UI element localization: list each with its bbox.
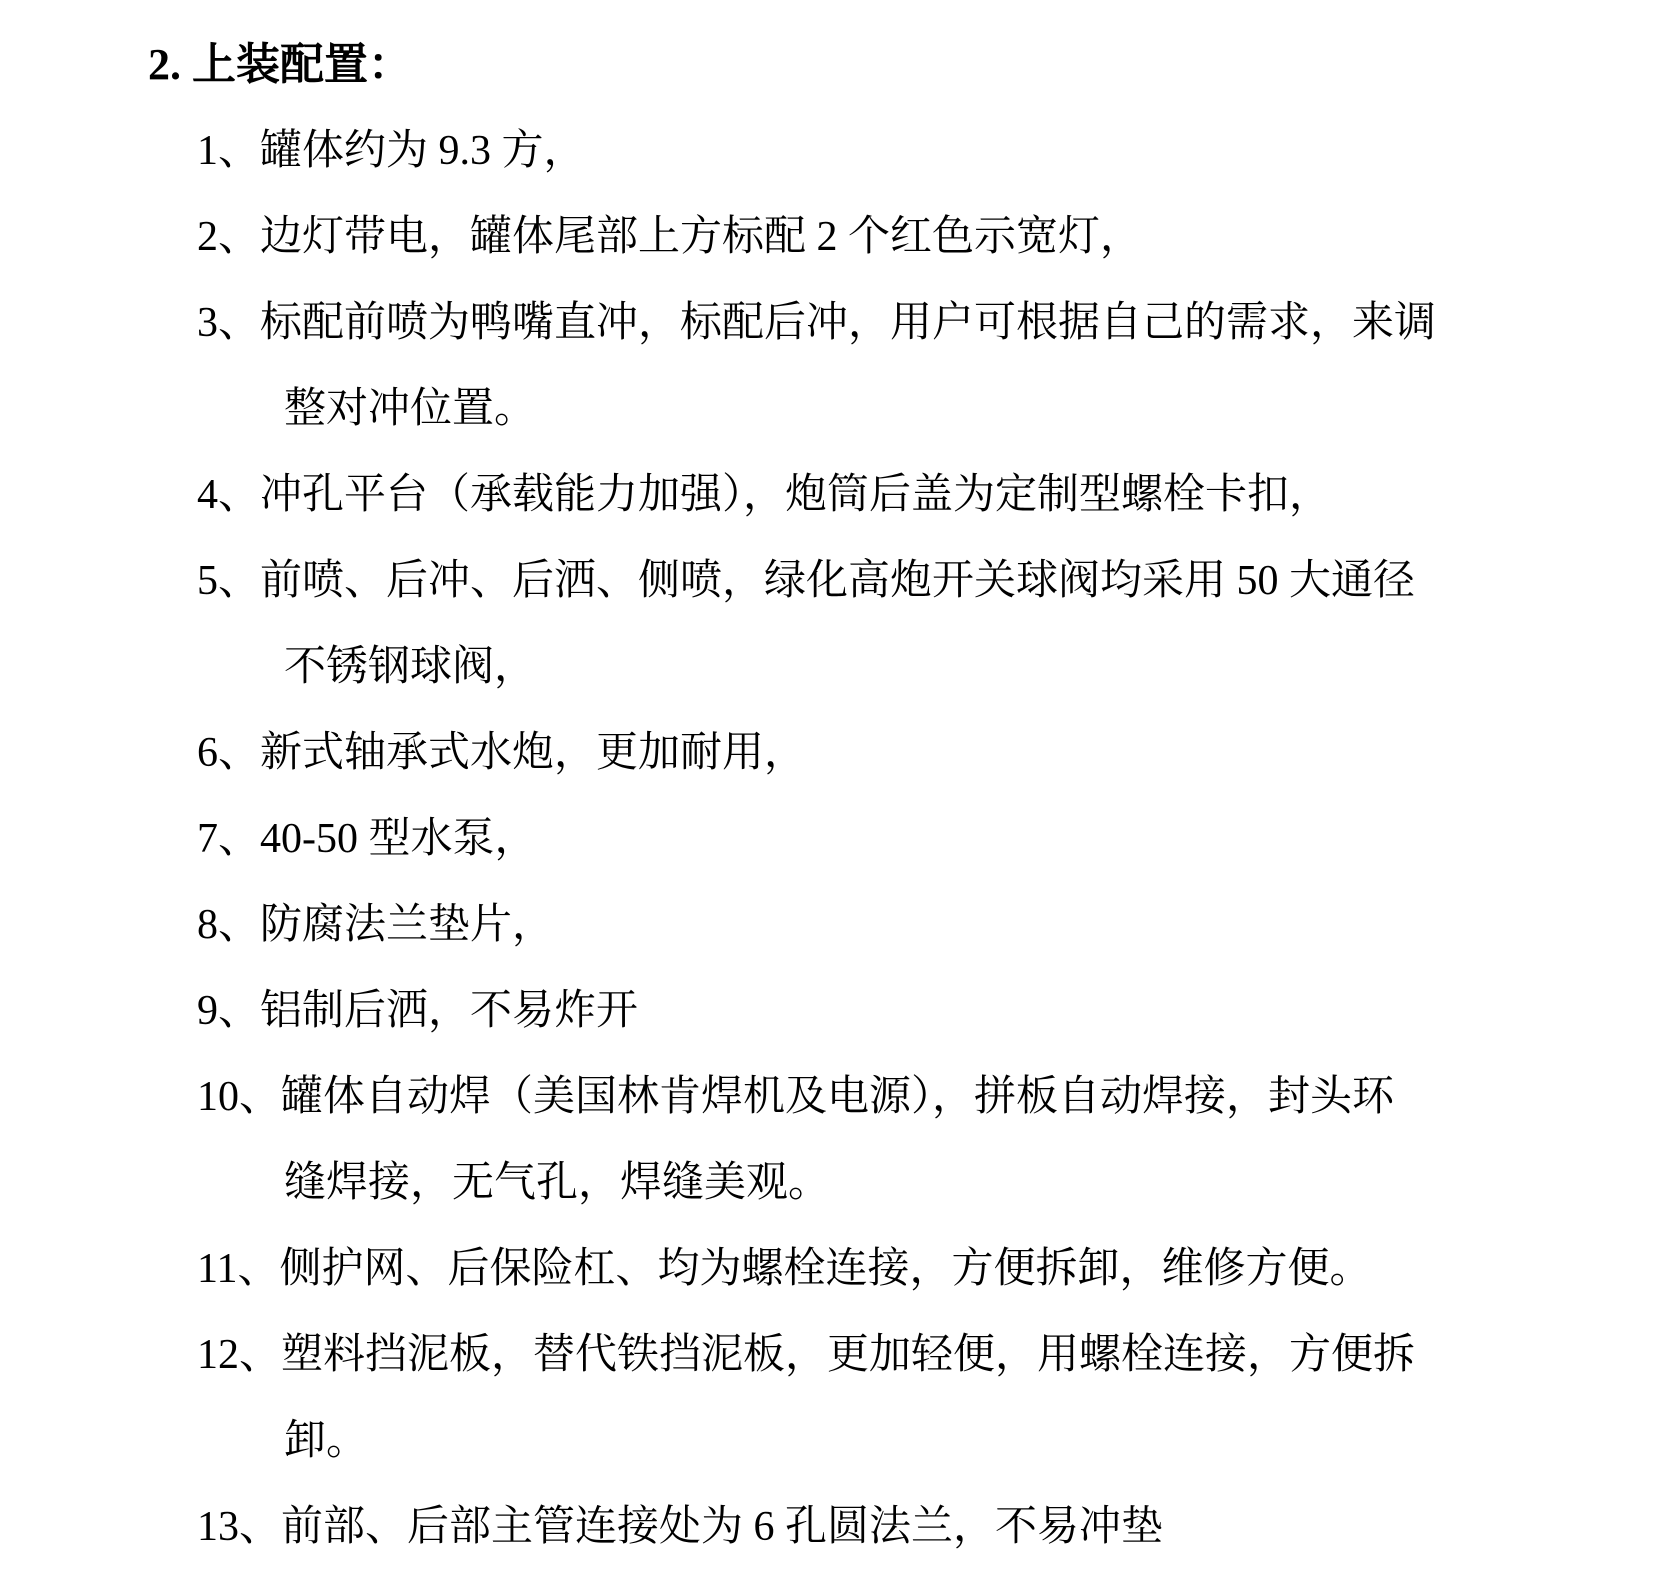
list-item-5-number: 5、 <box>197 558 261 604</box>
list-item-7 <box>0 796 1654 882</box>
list-item-2-text: 边灯带电，罐体尾部上方标配 2 个红色示宽灯， <box>260 214 1143 260</box>
list-item-3 <box>0 280 1654 366</box>
list-item-6 <box>0 710 1654 796</box>
list-item-6-text: 新式轴承式水炮，更加耐用， <box>260 730 807 776</box>
section-title: 2. 上装配置： <box>148 40 412 89</box>
list-item-11-number: 11、 <box>197 1246 280 1292</box>
list-item-12-text: 塑料挡泥板，替代铁挡泥板，更加轻便，用螺栓连接，方便拆 <box>281 1332 1416 1378</box>
list-item-7-text: 40-50 型水泵， <box>260 816 537 862</box>
list-item-5-text: 前喷、后冲、后洒、侧喷，绿化高炮开关球阀均采用 50 大通径 <box>260 558 1416 604</box>
list-item-8-text: 防腐法兰垫片， <box>260 902 555 948</box>
list-item-12-continuation: 卸。 <box>284 1418 369 1464</box>
list-item-4 <box>0 452 1654 538</box>
list-item-7-number: 7、 <box>197 816 261 862</box>
list-item-10-text: 罐体自动焊（美国林肯焊机及电源），拼板自动焊接，封头环 <box>281 1074 1395 1120</box>
list-item-3-text: 标配前喷为鸭嘴直冲，标配后冲，用户可根据自己的需求，来调 <box>260 300 1437 346</box>
list-item-11-text: 侧护网、后保险杠、均为螺栓连接，方便拆卸，维修方便。 <box>279 1246 1372 1292</box>
list-item-11 <box>0 1226 1654 1312</box>
list-item-2-number: 2、 <box>197 214 261 260</box>
list-item-13-text: 前部、后部主管连接处为 6 孔圆法兰，不易冲垫 <box>281 1504 1164 1550</box>
list-item-10-continuation: 缝焊接，无气孔，焊缝美观。 <box>284 1160 831 1206</box>
list-item-1-text: 罐体约为 9.3 方， <box>260 128 586 174</box>
list-item-4-number: 4、 <box>197 472 261 518</box>
list-item-12-number: 12、 <box>197 1332 282 1378</box>
list-item-6-number: 6、 <box>197 730 261 776</box>
list-item-1 <box>0 108 1654 194</box>
list-item-13 <box>0 1484 1654 1570</box>
list-item-10 <box>0 1054 1654 1140</box>
list-item-9-text: 铝制后洒，不易炸开 <box>260 988 639 1034</box>
list-item-3-number: 3、 <box>197 300 261 346</box>
list-item-12 <box>0 1312 1654 1398</box>
list-item-1-number: 1、 <box>197 128 261 174</box>
list-item-5-continuation: 不锈钢球阀， <box>284 644 537 690</box>
list-item-2 <box>0 194 1654 280</box>
list-item-4-text: 冲孔平台（承载能力加强），炮筒后盖为定制型螺栓卡扣， <box>260 472 1332 518</box>
list-item-5 <box>0 538 1654 624</box>
list-item-9 <box>0 968 1654 1054</box>
list-item-9-number: 9、 <box>197 988 261 1034</box>
list-item-8-number: 8、 <box>197 902 261 948</box>
list-item-10-number: 10、 <box>197 1074 282 1120</box>
list-item-8 <box>0 882 1654 968</box>
list-item-13-number: 13、 <box>197 1504 282 1550</box>
list-item-3-continuation: 整对冲位置。 <box>284 386 537 432</box>
